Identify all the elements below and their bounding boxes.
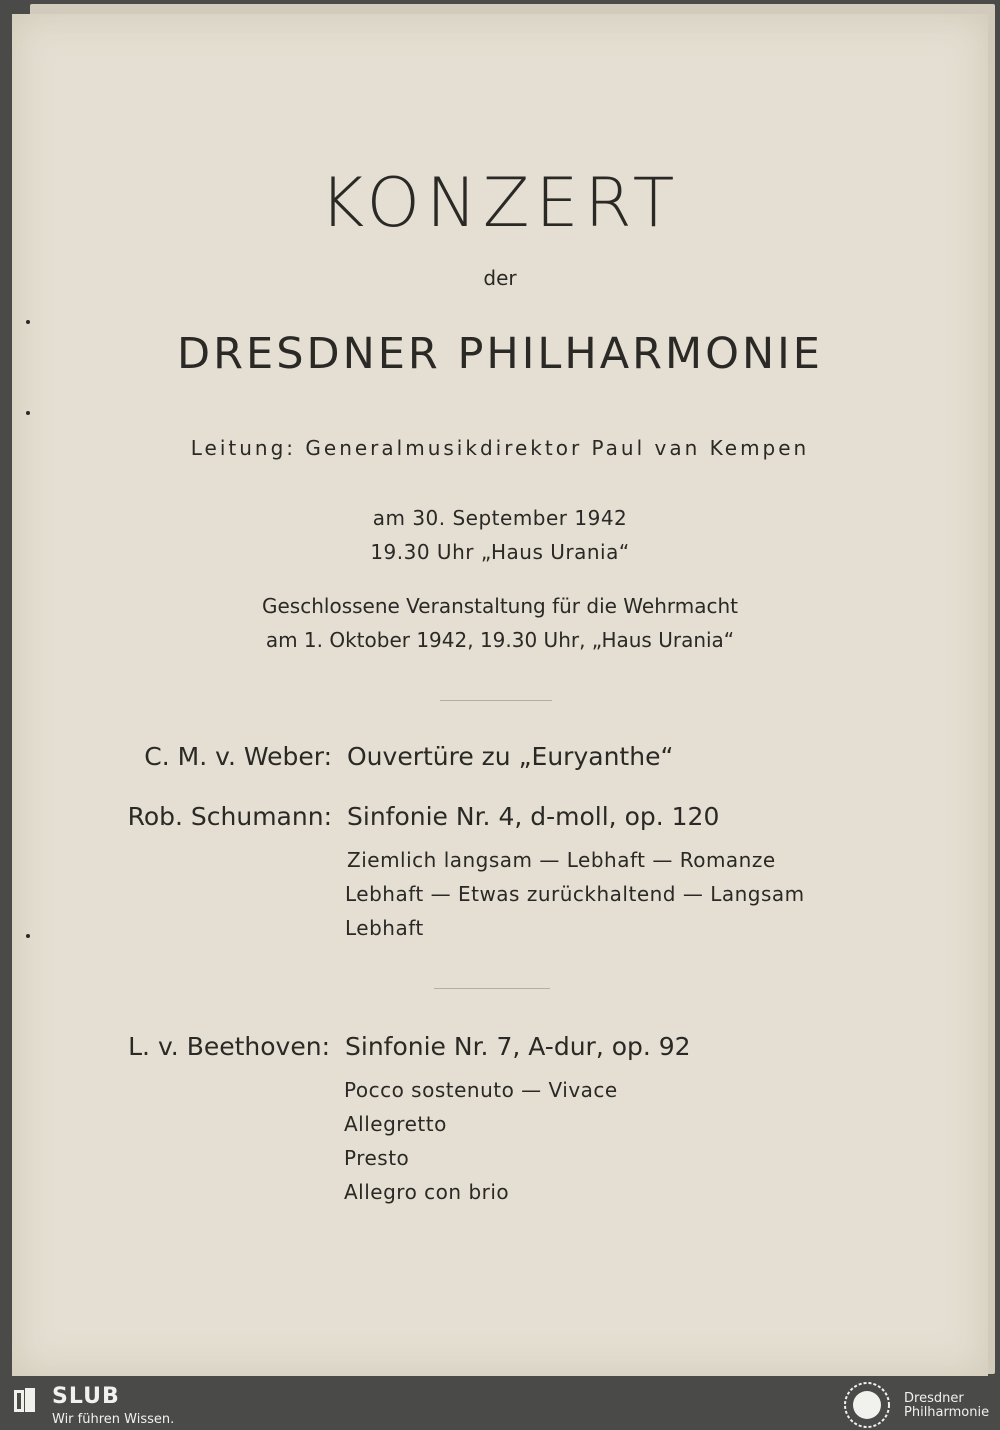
closed-event-note: Geschlossene Veranstaltung für die Wehrmacht — [262, 594, 738, 618]
movement-line: Pocco sostenuto — Vivace — [344, 1078, 618, 1102]
concert-title: KONZERT — [319, 164, 681, 243]
philharmonie-logo-icon[interactable] — [840, 1380, 894, 1430]
concert-time-venue: 19.30 Uhr „Haus Urania“ — [370, 540, 630, 564]
program-work: Sinfonie Nr. 4, d-moll, op. 120 — [347, 802, 720, 831]
conductor-line: Leitung: Generalmusikdirektor Paul van Kempen — [190, 436, 810, 460]
orchestra-name: DRESDNER PHILHARMONIE — [177, 329, 823, 379]
movement-line: Allegretto — [344, 1112, 447, 1136]
staple-mark — [26, 411, 30, 415]
movement-line: Presto — [344, 1146, 410, 1170]
program-sheet — [12, 14, 988, 1376]
closed-event-date: am 1. Oktober 1942, 19.30 Uhr, „Haus Urania“ — [265, 628, 735, 652]
program-composer: L. v. Beethoven: — [128, 1032, 330, 1061]
title-connector: der — [483, 266, 517, 290]
program-work: Sinfonie Nr. 7, A-dur, op. 92 — [345, 1032, 691, 1061]
partner-name-line2: Philharmonie — [904, 1405, 990, 1420]
movement-line: Lebhaft — Etwas zurückhaltend — Langsam — [345, 882, 805, 906]
library-tagline: Wir führen Wissen. — [52, 1412, 175, 1427]
library-name[interactable]: SLUB — [52, 1384, 120, 1409]
divider — [440, 700, 552, 701]
footer-bar — [0, 1380, 1000, 1430]
partner-name[interactable] — [904, 1392, 989, 1420]
concert-date: am 30. September 1942 — [372, 506, 628, 530]
movement-line: Allegro con brio — [344, 1180, 510, 1204]
slub-logo-icon[interactable] — [12, 1386, 42, 1414]
staple-mark — [26, 320, 30, 324]
program-work: Ouvertüre zu „Euryanthe“ — [347, 742, 674, 771]
movement-line: Lebhaft — [345, 916, 424, 940]
program-composer: Rob. Schumann: — [127, 802, 332, 831]
divider — [434, 988, 550, 989]
staple-mark — [26, 934, 30, 938]
program-composer: C. M. v. Weber: — [144, 742, 332, 771]
movement-line: Ziemlich langsam — Lebhaft — Romanze — [347, 848, 776, 872]
partner-name-line1: Dresdner — [904, 1391, 964, 1406]
